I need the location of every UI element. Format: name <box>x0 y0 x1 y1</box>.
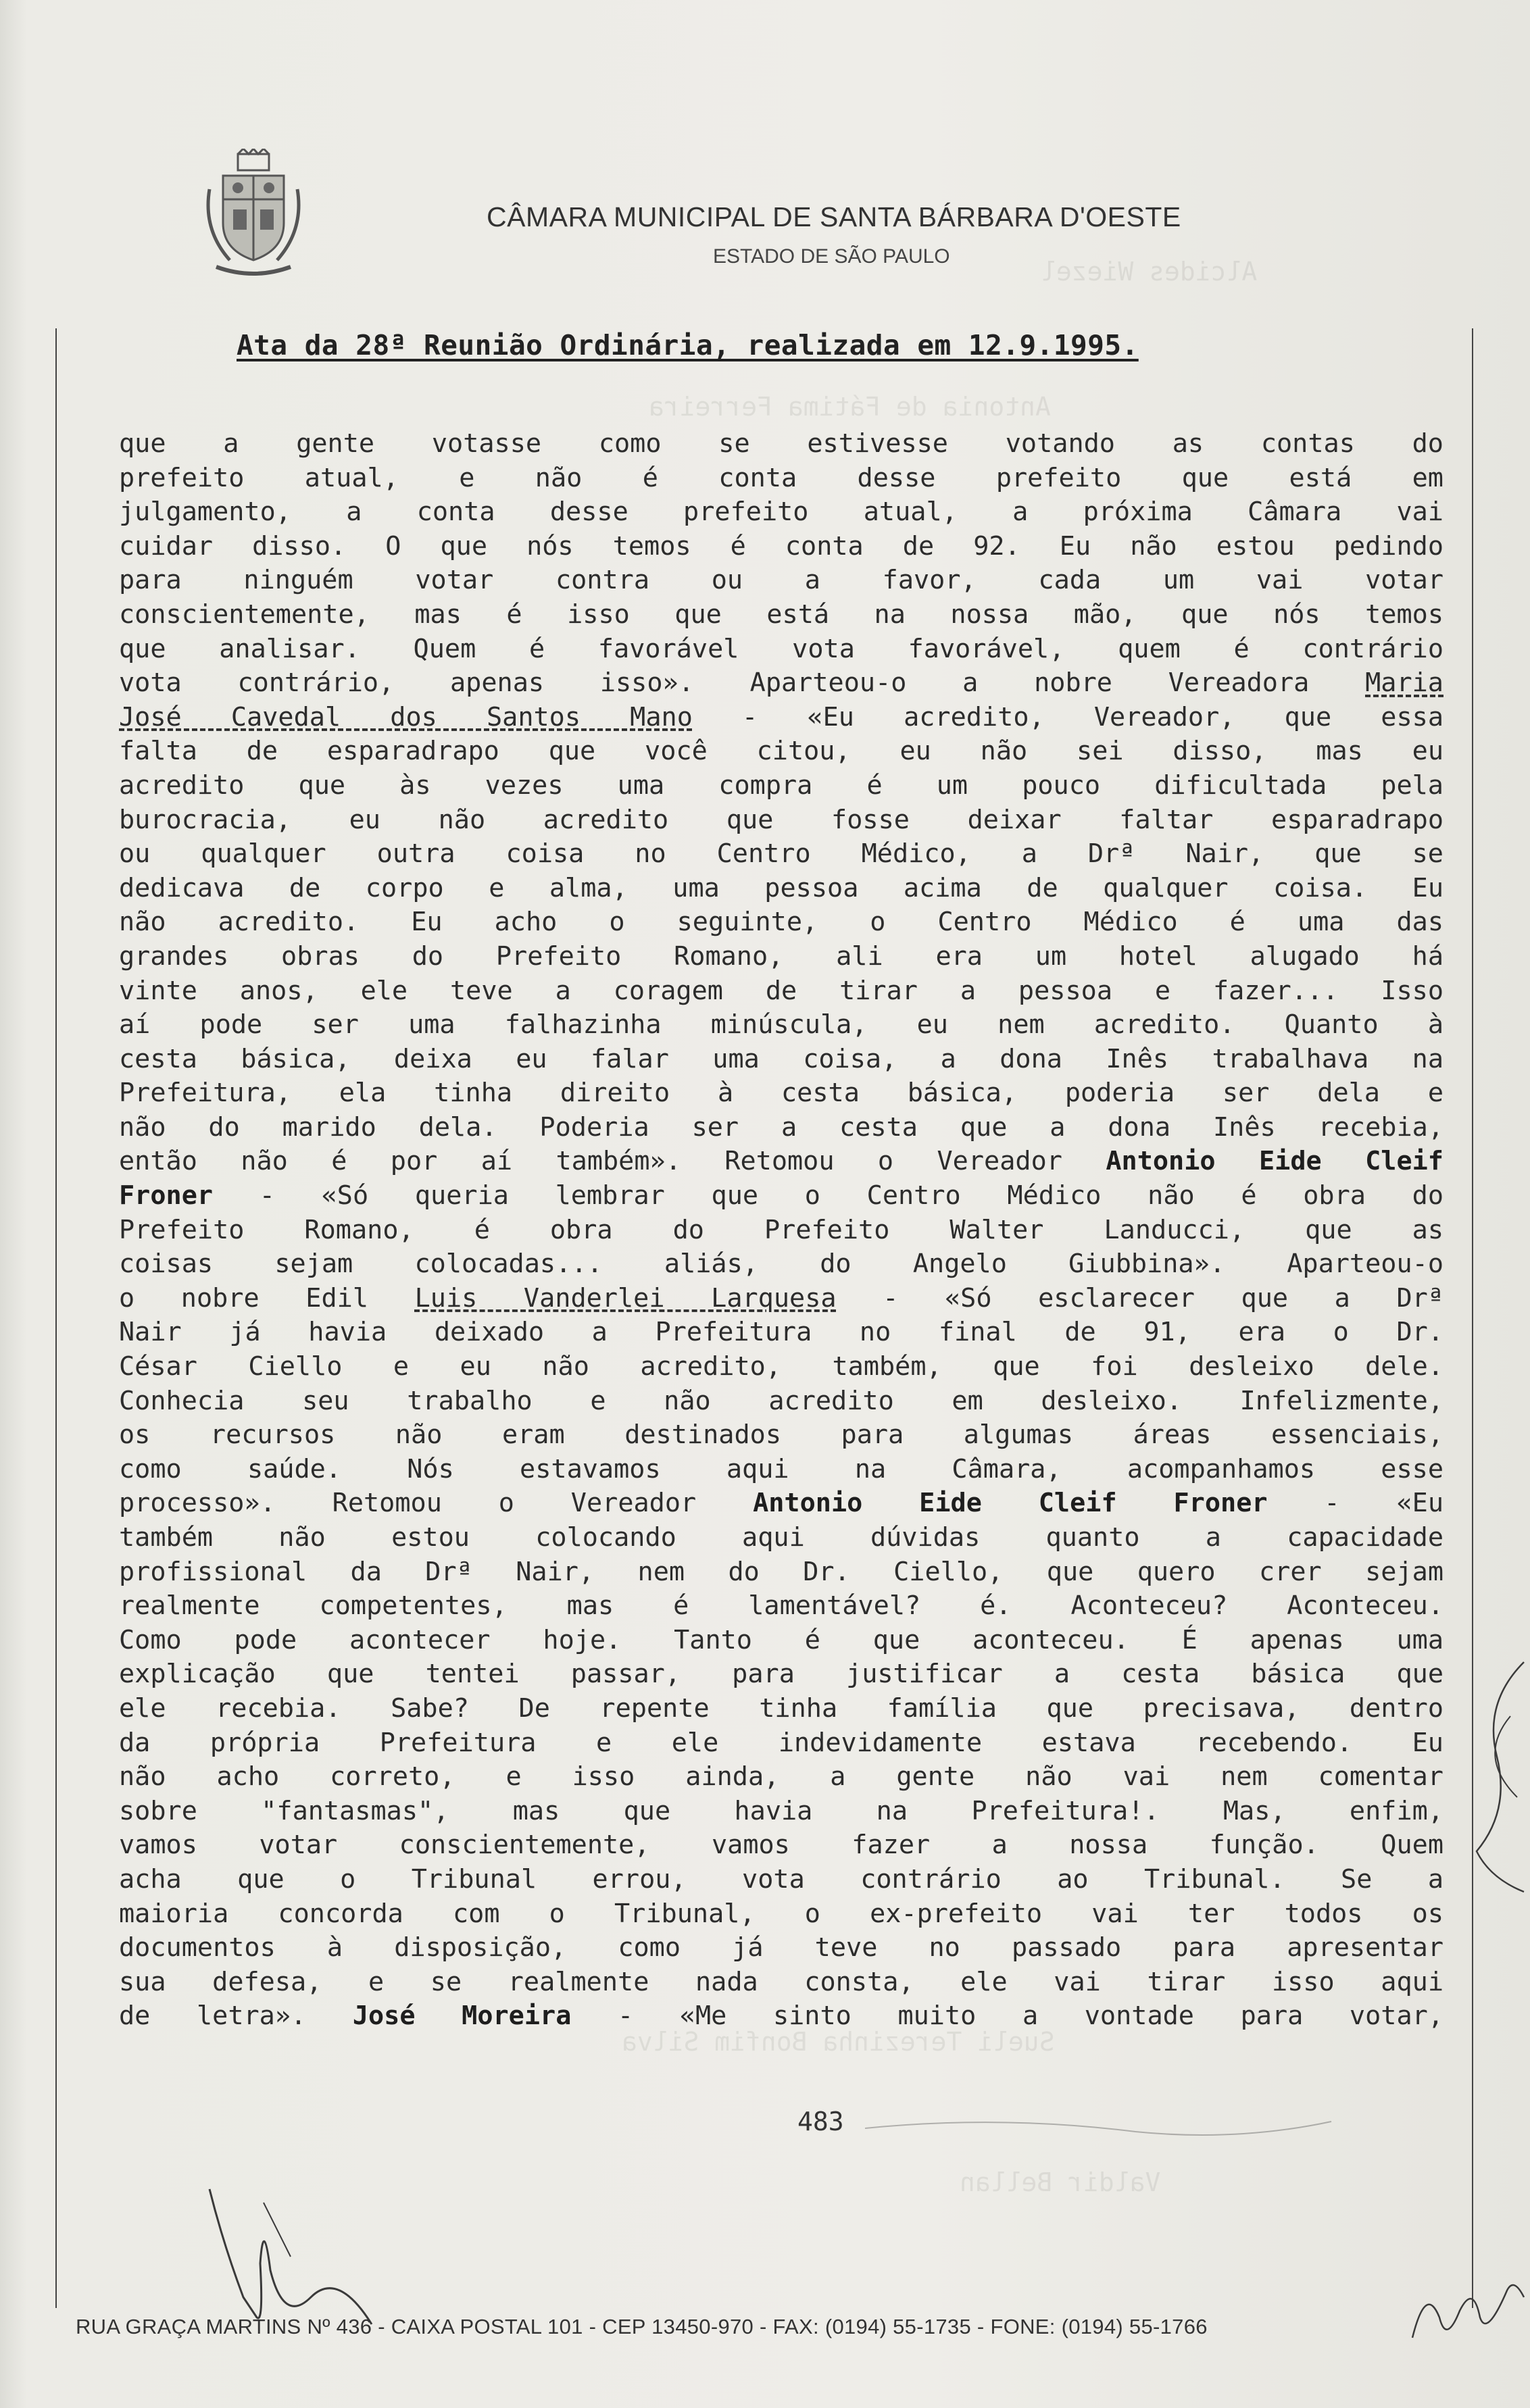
text-line <box>119 632 1443 667</box>
footer-address: RUA GRAÇA MARTINS Nº 436 - CAIXA POSTAL 101 - CEP 13450-970 - FAX: (0194) 55-1735 - FONE: (0194) 55-1766 <box>76 2315 1208 2338</box>
text-line <box>119 1726 1443 1761</box>
text-line <box>119 1111 1443 1145</box>
text-segment: não acho correto, e isso ainda, a gente não vai nem comentar <box>119 1761 1443 1792</box>
text-line <box>119 1145 1443 1179</box>
speaker-name-bold: Antonio Eide Cleif Froner <box>753 1488 1268 1519</box>
show-through-text: Sueli Terezinha Bonfim Silva <box>622 2027 1055 2057</box>
text-segment: conscientemente, mas é isso que está na nossa mão, que nós temos <box>119 599 1443 630</box>
coat-of-arms-icon <box>203 149 304 277</box>
text-line <box>119 1999 1443 2034</box>
speaker-name-underlined: Luis Vanderlei Larquesa <box>414 1282 837 1313</box>
text-line <box>119 1486 1443 1521</box>
text-segment: - «Só esclarecer que a Drª <box>836 1282 1443 1313</box>
text-line <box>119 1657 1443 1692</box>
text-segment: então não é por aí também». Retomou o Vereador <box>119 1146 1106 1177</box>
speaker-name-bold: José Moreira <box>352 2001 572 2032</box>
text-line <box>119 1418 1443 1453</box>
text-line <box>119 1828 1443 1863</box>
text-segment: o nobre Edil <box>119 1282 415 1313</box>
text-line <box>119 666 1443 701</box>
text-segment: não acredito. Eu acho o seguinte, o Centro Médico é uma das <box>119 907 1443 938</box>
text-line <box>119 905 1443 940</box>
text-segment: coisas sejam colocadas... aliás, do Angelo Giubbina». Aparteou-o <box>119 1249 1443 1280</box>
text-line <box>119 1350 1443 1384</box>
text-segment: grandes obras do Prefeito Romano, ali era um hotel alugado há <box>119 940 1443 972</box>
text-segment: como saúde. Nós estavamos aqui na Câmara, acompanhamos esse <box>119 1453 1443 1484</box>
text-line <box>119 530 1443 564</box>
handwritten-signature-right <box>1406 2270 1527 2351</box>
text-line <box>119 1076 1443 1111</box>
text-line <box>119 1624 1443 1658</box>
text-segment: da própria Prefeitura e ele indevidamente estava recebendo. Eu <box>119 1727 1443 1758</box>
document-title: Ata da 28ª Reunião Ordinária, realizada em 12.9.1995. <box>237 329 1139 361</box>
text-line <box>119 872 1443 906</box>
text-segment: burocracia, eu não acredito que fosse deixar faltar esparadrapo <box>119 804 1443 835</box>
text-segment: processo». Retomou o Vereador <box>119 1488 754 1519</box>
text-line <box>119 1863 1443 1897</box>
text-line <box>119 1692 1443 1726</box>
text-segment: - «Só queria lembrar que o Centro Médico não é obra do <box>213 1180 1443 1211</box>
text-line <box>119 1521 1443 1555</box>
text-line <box>119 1897 1443 1932</box>
text-line <box>119 974 1443 1009</box>
text-segment: para ninguém votar contra ou a favor, cada um vai votar <box>119 565 1443 596</box>
text-segment: cuidar disso. O que nós temos é conta de 92. Eu não estou pedindo <box>119 530 1443 561</box>
text-segment: maioria concorda com o Tribunal, o ex-prefeito vai ter todos os <box>119 1898 1443 1929</box>
text-line <box>119 1931 1443 1965</box>
minutes-body-text <box>119 427 1443 2034</box>
text-segment: explicação que tentei passar, para justificar a cesta básica que <box>119 1659 1443 1690</box>
text-segment: aí pode ser uma falhazinha minúscula, eu nem acredito. Quanto à <box>119 1009 1443 1040</box>
text-segment: realmente competentes, mas é lamentável? é. Aconteceu? Aconteceu. <box>119 1590 1443 1622</box>
text-segment: Prefeitura, ela tinha direito à cesta básica, poderia ser dela e <box>119 1078 1443 1109</box>
text-segment: Como pode acontecer hoje. Tanto é que aconteceu. É apenas uma <box>119 1624 1443 1655</box>
text-line <box>119 837 1443 872</box>
text-line <box>119 1315 1443 1350</box>
show-through-text: Alcides Wiezel <box>1041 257 1258 286</box>
handwritten-initials-signature <box>196 2162 399 2338</box>
text-segment: ou qualquer outra coisa no Centro Médico, a Drª Nair, que se <box>119 838 1443 870</box>
text-line <box>119 563 1443 598</box>
text-segment: prefeito atual, e não é conta desse prefeito que está em <box>119 462 1443 493</box>
text-line <box>119 427 1443 461</box>
text-line <box>119 1247 1443 1282</box>
text-line <box>119 701 1443 735</box>
text-segment: - «Eu acredito, Vereador, que essa <box>692 701 1443 732</box>
text-line <box>119 461 1443 496</box>
show-through-text: Valdir Bellan <box>960 2167 1161 2197</box>
text-segment: dedicava de corpo e alma, uma pessoa acima de qualquer coisa. Eu <box>119 872 1443 903</box>
text-line <box>119 495 1443 530</box>
speaker-name-bold: Antonio Eide Cleif <box>1106 1146 1443 1177</box>
text-segment: vinte anos, ele teve a coragem de tirar a pessoa e fazer... Isso <box>119 975 1443 1006</box>
text-line <box>119 598 1443 632</box>
text-segment: vota contrário, apenas isso». Aparteou-o a nobre Vereadora <box>119 668 1366 699</box>
text-segment: - «Eu <box>1267 1488 1443 1519</box>
text-segment: não do marido dela. Poderia ser a cesta que a dona Inês recebia, <box>119 1111 1443 1143</box>
text-segment: profissional da Drª Nair, nem do Dr. Ciello, que quero crer sejam <box>119 1556 1443 1587</box>
text-line <box>119 769 1443 803</box>
text-segment: de letra». <box>119 2001 353 2032</box>
text-segment: também não estou colocando aqui dúvidas quanto a capacidade <box>119 1522 1443 1553</box>
text-segment: os recursos não eram destinados para algumas áreas essenciais, <box>119 1420 1443 1451</box>
text-line <box>119 1384 1443 1419</box>
institution-name: CÂMARA MUNICIPAL DE SANTA BÁRBARA D'OESTE <box>487 201 1181 232</box>
text-line <box>119 1008 1443 1043</box>
text-segment: Prefeito Romano, é obra do Prefeito Walter Landucci, que as <box>119 1214 1443 1245</box>
text-line <box>119 1795 1443 1829</box>
text-segment: sua defesa, e se realmente nada consta, ele vai tirar isso aqui <box>119 1966 1443 1997</box>
text-line <box>119 1965 1443 2000</box>
text-line <box>119 1453 1443 1487</box>
text-segment: documentos à disposição, como já teve no passado para apresentar <box>119 1932 1443 1963</box>
text-line <box>119 1282 1443 1316</box>
margin-signature-mark <box>1470 1649 1530 1905</box>
text-line <box>119 1179 1443 1213</box>
text-segment: ele recebia. Sabe? De repente tinha família que precisava, dentro <box>119 1692 1443 1724</box>
speaker-name-bold: Froner <box>119 1180 214 1211</box>
left-border-line <box>55 328 57 2308</box>
text-segment: que analisar. Quem é favorável vota favorável, quem é contrário <box>119 633 1443 664</box>
right-border-line <box>1472 328 1473 2308</box>
text-segment: acredito que às vezes uma compra é um pouco dificultada pela <box>119 770 1443 801</box>
text-segment: cesta básica, deixa eu falar uma coisa, a dona Inês trabalhava na <box>119 1043 1443 1074</box>
text-segment: vamos votar conscientemente, vamos fazer a nossa função. Quem <box>119 1830 1443 1861</box>
text-line <box>119 803 1443 838</box>
text-line <box>119 734 1443 769</box>
speaker-name-underlined: Maria <box>1365 668 1443 699</box>
text-segment: julgamento, a conta desse prefeito atual, a próxima Câmara vai <box>119 497 1443 528</box>
letterhead <box>405 201 1284 268</box>
text-segment: César Ciello e eu não acredito, também, que foi desleixo dele. <box>119 1351 1443 1382</box>
text-segment: acha que o Tribunal errou, vota contrário ao Tribunal. Se a <box>119 1863 1443 1895</box>
text-segment: que a gente votasse como se estivesse votando as contas do <box>119 428 1443 459</box>
text-segment: Nair já havia deixado a Prefeitura no final de 91, era o Dr. <box>119 1317 1443 1348</box>
text-line <box>119 1760 1443 1795</box>
text-line <box>119 1555 1443 1590</box>
faint-pencil-stroke <box>865 2101 1338 2155</box>
text-segment: - «Me sinto muito a vontade para votar, <box>571 2001 1443 2032</box>
text-line <box>119 1589 1443 1624</box>
text-line <box>119 940 1443 974</box>
text-line <box>119 1043 1443 1077</box>
show-through-text: Antonia de Fátima Ferreira <box>649 392 1051 422</box>
state-name: ESTADO DE SÃO PAULO <box>713 245 950 268</box>
text-line <box>119 1213 1443 1248</box>
text-segment: falta de esparadrapo que você citou, eu não sei disso, mas eu <box>119 736 1443 767</box>
text-segment: sobre "fantasmas", mas que havia na Prefeitura!. Mas, enfim, <box>119 1795 1443 1826</box>
page-number: 483 <box>797 2107 844 2136</box>
text-segment: Conhecia seu trabalho e não acredito em desleixo. Infelizmente, <box>119 1385 1443 1416</box>
speaker-name-underlined: José Cavedal dos Santos Mano <box>119 701 693 732</box>
